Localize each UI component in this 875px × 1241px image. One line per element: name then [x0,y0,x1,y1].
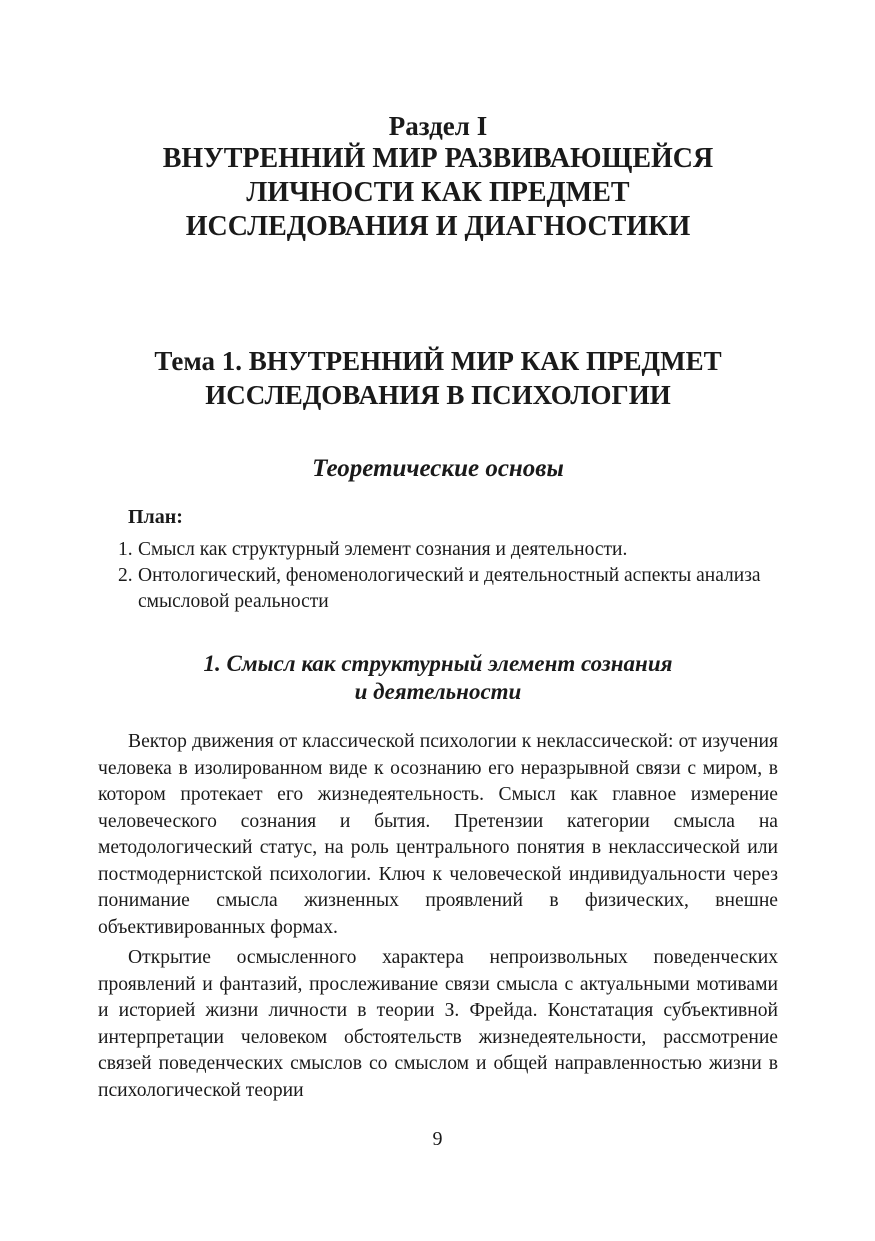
plan-item-number: 1. [118,539,133,560]
section-title-line: ЛИЧНОСТИ КАК ПРЕДМЕТ [246,177,630,208]
subsection-title-line: и деятельности [354,679,522,704]
paragraph: Открытие осмысленного характера непроизвольных поведенческих проявлений и фантазий, прослеживание связи смысла с актуальными мотивами и историей жизни личности в теории З. Фрейда. Констатация субъективной интерпретации человеком обстоятельств жизнедеятельности, рассмотрение связей поведенческих смыслов со смыслом и общей направленностью жизни в психологической теории [98,947,778,1101]
topic-title-line: ИССЛЕДОВАНИЯ В ПСИХОЛОГИИ [205,380,671,410]
theory-subtitle: Теоретические основы [312,455,564,482]
section-header [98,110,778,244]
topic-title [98,344,778,412]
section-title-line: ИССЛЕДОВАНИЯ И ДИАГНОСТИКИ [185,211,691,242]
page-number: 9 [432,1128,443,1150]
subsection-title-line: 1. Смысл как структурный элемент сознания [203,651,673,676]
body-text [98,729,778,1108]
plan-item-number: 2. [118,565,133,586]
plan-list [118,537,788,615]
plan-item [118,563,788,615]
plan-item-text: Смысл как структурный элемент сознания и деятельности. [138,539,628,560]
plan-label: План: [128,506,183,528]
topic-title-line: Тема 1. ВНУТРЕННИЙ МИР КАК ПРЕДМЕТ [154,346,722,376]
section-title [98,142,778,244]
plan-item [118,537,788,563]
topic-header [98,344,778,412]
section-label: Раздел I [388,111,488,141]
section-title-line: ВНУТРЕННИЙ МИР РАЗВИВАЮЩЕЙСЯ [162,143,714,174]
paragraph: Вектор движения от классической психологии к неклассической: от изучения человека в изолированном виде к осознанию его неразрывной связи с миром, в котором протекает его жизнедеятельность. Смысл как главное измерение человеческого сознания и бытия. Претензии категории смысла на методологический статус, на роль центрального понятия в неклассической или постмодернистской психологии. Ключ к человеческой индивидуальности через понимание смысла жизненных проявлений в физических, внешне объективированных формах. [98,731,778,938]
subsection-title [98,650,778,706]
plan-item-text: Онтологический, феноменологический и деятельностный аспекты анализа смысловой реальности [138,565,761,612]
